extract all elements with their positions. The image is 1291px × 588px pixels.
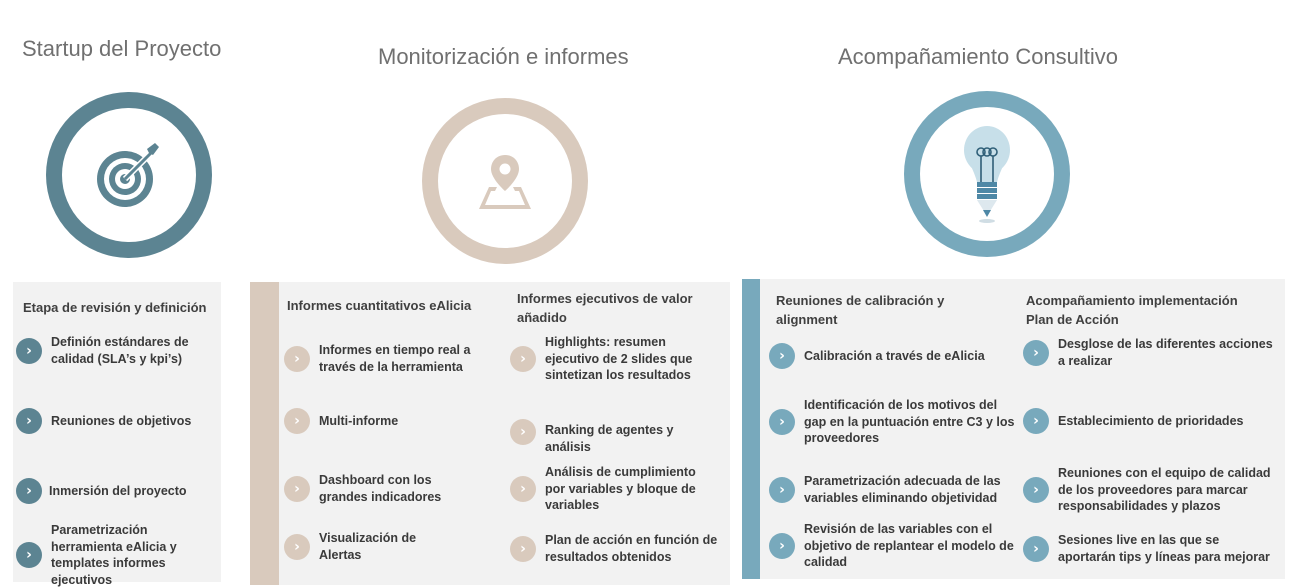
list-item: › Inmersión del proyecto [16, 478, 221, 504]
acompanamiento-panel [742, 279, 1285, 579]
target-icon [93, 139, 165, 211]
chevron-right-icon: › [1023, 408, 1049, 434]
chevron-right-icon: › [284, 476, 310, 502]
chevron-right-icon: › [510, 536, 536, 562]
list-item: › Sesiones live en las que se aportarán tips y líneas para mejorar [1023, 532, 1278, 565]
phase-title-startup: Startup del Proyecto [22, 36, 222, 61]
chevron-right-icon: › [769, 533, 795, 559]
startup-panel [13, 282, 221, 587]
startup-heading: Etapa de revisión y definición [23, 300, 207, 315]
phase-title-acompanamiento: Acompañamiento Consultivo [838, 44, 1119, 69]
list-item: › Visualización de Alertas [284, 530, 474, 563]
chevron-right-icon: › [769, 343, 795, 369]
list-item: › Definión estándares de calidad (SLA’s y kpi’s) [16, 334, 221, 367]
accent-bar [250, 282, 279, 585]
list-item: › Reuniones de objetivos [16, 408, 221, 434]
monitorizacion-heading-left: Informes cuantitativos eAlicia [287, 298, 472, 313]
chevron-right-icon: › [284, 346, 310, 372]
list-item: › Desglose de las diferentes acciones a realizar [1023, 336, 1278, 369]
chevron-right-icon: › [1023, 536, 1049, 562]
chevron-right-icon: › [769, 477, 795, 503]
list-item: › Parametrización herramienta eAlicia y templates informes ejecutivos [16, 522, 221, 588]
list-item: › Dashboard con los grandes indicadores [284, 472, 474, 505]
lightbulb-icon [961, 124, 1013, 224]
chevron-right-icon: › [1023, 477, 1049, 503]
chevron-right-icon: › [16, 542, 42, 568]
list-item: › Identificación de los motivos del gap en la puntuación entre C3 y los proveedores [769, 397, 1019, 447]
phase-title-monitorizacion: Monitorización e informes [378, 44, 629, 69]
list-item: › Ranking de agentes y análisis [510, 408, 720, 455]
chevron-right-icon: › [769, 409, 795, 435]
accent-bar [742, 279, 760, 579]
chevron-right-icon: › [510, 419, 536, 445]
acompanamiento-heading-right: Acompañamiento implementación Plan de Acción [1026, 293, 1238, 327]
list-item: › Análisis de cumplimiento por variables y bloque de variables [510, 464, 720, 514]
chevron-right-icon: › [16, 478, 42, 504]
acompanamiento-heading-left: Reuniones de calibración y alignment [776, 293, 945, 327]
chevron-right-icon: › [16, 408, 42, 434]
monitorizacion-ring [422, 98, 588, 264]
list-item: › Establecimiento de prioridades [1023, 408, 1278, 434]
chevron-right-icon: › [510, 346, 536, 372]
monitorizacion-panel [250, 282, 730, 585]
chevron-right-icon: › [284, 408, 310, 434]
list-item: › Revisión de las variables con el objetivo de replantear el modelo de calidad [769, 521, 1019, 571]
chevron-right-icon: › [16, 338, 42, 364]
acompanamiento-ring [904, 91, 1070, 257]
list-item: › Informes en tiempo real a través de la herramienta [284, 342, 474, 375]
startup-ring [46, 92, 212, 258]
list-item: › Plan de acción en función de resultados obtenidos [510, 532, 720, 565]
list-item: › Multi-informe [284, 408, 474, 434]
list-item: › Parametrización adecuada de las variables eliminando objetividad [769, 473, 1019, 506]
chevron-right-icon: › [284, 534, 310, 560]
chevron-right-icon: › [510, 476, 536, 502]
list-item: › Highlights: resumen ejecutivo de 2 slides que sintetizan los resultados [510, 334, 720, 384]
monitorizacion-heading-right: Informes ejecutivos de valor añadido [517, 291, 693, 325]
map-pin-icon [477, 151, 533, 211]
chevron-right-icon: › [1023, 340, 1049, 366]
list-item: › Reuniones con el equipo de calidad de los proveedores para marcar responsabilidades y plazos [1023, 465, 1278, 515]
list-item: › Calibración a través de eAlicia [769, 343, 1019, 369]
